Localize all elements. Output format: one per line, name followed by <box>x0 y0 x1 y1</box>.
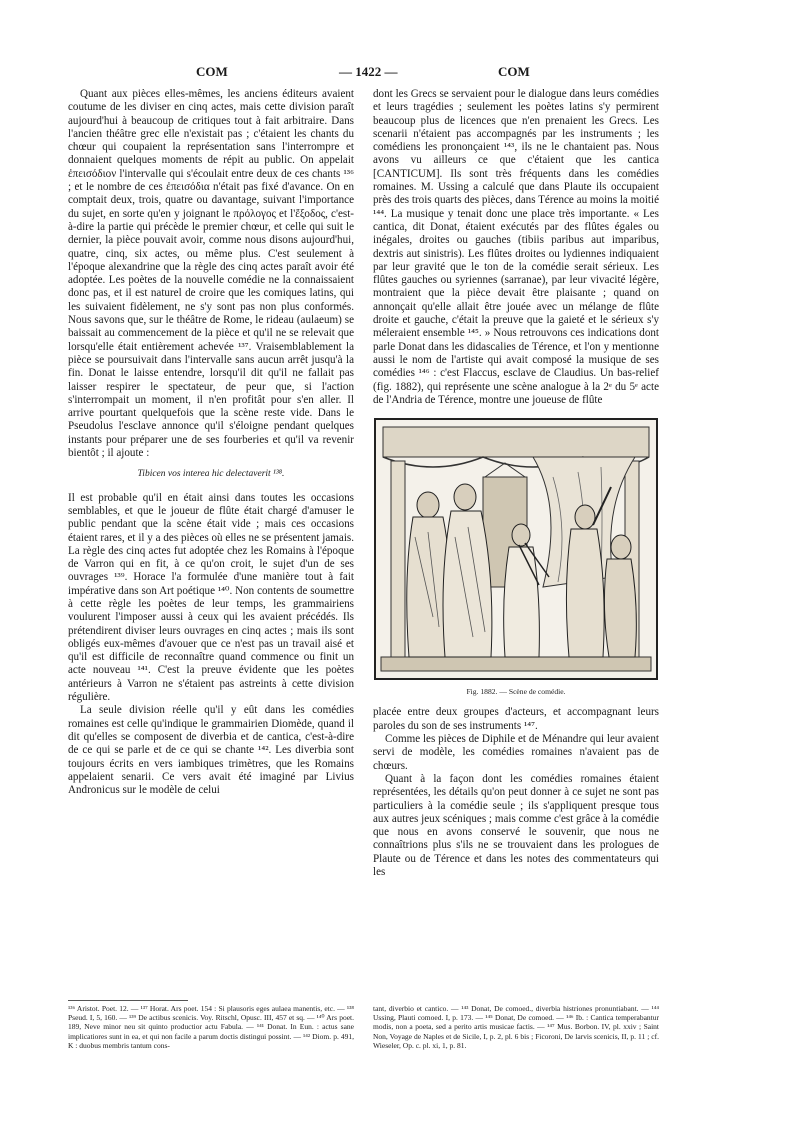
paragraph: Quant à la façon dont les comédies romaines étaient représentées, les détails qu'on peut donner à ce sujet ne sont pas particuliers à la comédie seule ; ils s'appliquent presque tous aux autres jeux scéniques ; mais comme c'est grâce à la comédie que nous en avons conservé le souvenir, que nous ne connaîtrions plus s'ils ne se trouvaient dans les prologues de Plaute ou de Térence et dans les notes des commentateurs qui les <box>373 772 659 878</box>
paragraph: Quant aux pièces elles-mêmes, les anciens éditeurs avaient coutume de les diviser en cinq actes, mais cette division paraît aujourd'hui à beaucoup de critiques tout à fait arbitraire. Dans l'ancien théâtre grec elle n'existait pas ; c'étaient les chants du chœur qui coupaient la représentation sans l'interrompre et donnaient quelques moments de répit au public. On appelait ἐπεισόδιον l'intervalle qui s'écoulait entre deux de ces chants ¹³⁶ ; et le nombre de ces ἐπεισόδια n'était pas fixé d'avance. On en comptait deux, trois, quatre ou davantage, suivant l'importance du sujet, en sorte qu'en y joignant le πρόλογος et l'ἔξοδος, c'est-à-dire la partie qui précède le premier chœur, et celle qui suit le dernier, la pièce pouvait avoir, comme nous disons aujourd'hui, quatre, cinq, six actes, ou même plus. C'est seulement à l'époque alexandrine que la règle des cinq actes paraît avoir été adoptée. Les poètes de la nouvelle comédie ne la connaissaient donc pas, et il est naturel de croire que les comiques latins, qui les suivaient fidèlement, ne s'y sont pas non plus conformés. Nous savons que, sur le théâtre de Rome, le rideau (aulaeum) se baissait au commencement de la pièce et qu'il ne se relevait que lorsqu'elle était entièrement achevée ¹³⁷. Vraisemblablement la pièce se poursuivait dans l'intervalle sans aucun arrêt jusqu'à la fin. Donat le laisse entendre, lorsqu'il dit qu'il ne fallait pas laisser respirer le spectateur, de peur que, si l'action s'interrompait un moment, il n'en profitât pour s'en aller. Il arrive pourtant quelquefois que la scène reste vide. Dans le Pseudolus l'esclave annonce qu'il s'éloigne pendant quelques instants pour préparer une de ses fourberies et qu'il va revenir bientôt ; il ajoute : <box>68 88 354 460</box>
paragraph: Il est probable qu'il en était ainsi dans toutes les occasions semblables, et que le joueur de flûte était chargé d'amuser le public pendant que la scène était vide ; mais ces occasions étaient rares, et il y a des pièces où elles ne se présentent jamais. La règle des cinq actes fut adoptée chez les Romains à l'époque de Varron qui en fit, à ce qu'on croit, le sujet d'un de ses ouvrages ¹³⁹. Horace l'a formulée d'une manière tout à fait impérative dans son Art poétique ¹⁴⁰. Non contents de soumettre à cette règle les poètes de leur temps, les grammairiens voulurent l'imposer aussi à ceux qui les avaient précédés. Ils prétendirent diviser leurs ouvrages en cinq actes ; mais ils sont obligés eux-mêmes d'avouer que ce n'est pas un travail aisé et qu'il est difficile de reconnaître quand commence ou finit un acte nouveau ¹⁴¹. C'est la preuve évidente que les poètes antérieurs à Varron ne s'étaient pas astreints à cette division régulière. <box>68 491 354 704</box>
paragraph: dont les Grecs se servaient pour le dialogue dans leurs comédies et leurs tragédies ; seulement les poètes latins s'y permirent beaucoup plus de licences que n'en prenaient les Grecs. Les scenarii n'étaient pas accompagnés par les instruments ; les comédiens les prononçaient ¹⁴³, ils ne le chantaient pas. Nous avons vu ailleurs ce que c'étaient que les cantica [CANTICUM]. Ils sont très fréquents dans les comédies romaines. M. Ussing a calculé que dans Plaute ils occupaient près des trois quarts des pièces, dans Térence au moins la moitié ¹⁴⁴. La musique y tenait donc une place très importante. « Les cantica, dit Donat, étaient exécutés par des flûtes égales ou inégales, droites ou gauches (tibiis paribus aut imparibus, dextris aut sinistris). Les flûtes droites ou lydiennes indiquaient par leur gravité que le ton de la comédie serait sérieux. Les flûtes gauches ou syriennes (sarranae), par leur vivacité légère, montraient que la pièce devait être plaisante ; quand on annonçait qu'elle allait être jouée avec un mélange de flûte droite et gauche, c'était la preuve que la gaieté et le sérieux s'y méleraient ensemble ¹⁴⁵. » Nous retrouvons ces indications dont parle Donat dans les didascalies de Térence, et l'on y mentionne aussi le nom de l'artiste qui avait composé la musique de ses comédies ¹⁴⁶ : c'est Flaccus, esclave de Claudius. Un bas-relief (fig. 1882), qui représente une scène analogue à la 2ᵉ du 5ᵉ acte de l'Andria de Térence, montre une joueuse de flûte <box>373 88 659 406</box>
running-head-left: COM <box>196 64 228 79</box>
right-column <box>373 88 659 879</box>
footnotes-right <box>373 1004 659 1050</box>
page-number: — 1422 — <box>339 64 398 79</box>
footnote-text: ¹³⁶ Aristot. Poet. 12. — ¹³⁷ Horat. Ars poet. 154 : Si plausoris eges aulaea manentis, etc. — ¹³⁸ Pseud. I, 5, 160. — ¹³⁹ De actibus scenicis. Voy. Ritschl, Opusc. III, 457 et sq. — ¹⁴⁰ Ars poet. 189, Neve minor neu sit quinto productior actu Fabula. — ¹⁴¹ Donat. In Eun. : actus sane implicatiores sunt in ea, et qui non facile a parum doctis distingui possint. — ¹⁴² Diom. p. 491, K : duobus membris tantum cons- <box>68 1004 354 1050</box>
figure-caption: Fig. 1882. — Scène de comédie. <box>466 687 566 697</box>
left-column <box>68 88 354 797</box>
footnote-rule <box>68 1000 188 1001</box>
footnote-text: tant, diverbio et cantico. — ¹⁴³ Donat, De comoed., diverbia histriones pronuntiabant. — ¹⁴⁴ Ussing, Plauti comoed. I, p. 173. — ¹⁴⁵ Donat, De comoed. — ¹⁴⁶ Ib. : Cantica temperabantur modis, non a poeta, sed a perito artis musicae factis. — ¹⁴⁷ Mus. Borbon. IV, pl. xxiv ; Saint Non, Voyage de Naples et de Sicile, I, p. 2, pl. 6 bis ; Ficoroni, De larvis scenicis, II, p. 11 ; cf. Wieseler, Op. c. pl. xi, 1, p. 81. <box>373 1004 659 1050</box>
bas-relief-figure <box>373 417 659 681</box>
paragraph: La seule division réelle qu'il y eût dans les comédies romaines est celle qu'indique le grammairien Diomède, quand il dit qu'elles se composent de diverbia et de cantica, c'est-à-dire de ce qui se parle et de ce qui se chante ¹⁴². Les diverbia sont toujours écrits en vers iambiques trimètres, que les Romains appelaient senarii. Ce vers avait été imaginé par Livius Andronicus sur le modèle de celui <box>68 704 354 797</box>
running-head-right: COM <box>498 64 530 79</box>
verse-quote: Tibicen vos interea hic delectaverit ¹³⁸. <box>137 469 285 480</box>
comedy-scene-illustration <box>373 417 659 681</box>
footnotes-left <box>68 1004 354 1050</box>
paragraph: Comme les pièces de Diphile et de Ménandre qui leur avaient servi de modèle, les comédies romaines n'avaient pas de chœurs. <box>373 733 659 772</box>
page-header <box>0 64 800 84</box>
paragraph: placée entre deux groupes d'acteurs, et accompagnant leurs paroles du son de ses instruments ¹⁴⁷. <box>373 706 659 732</box>
